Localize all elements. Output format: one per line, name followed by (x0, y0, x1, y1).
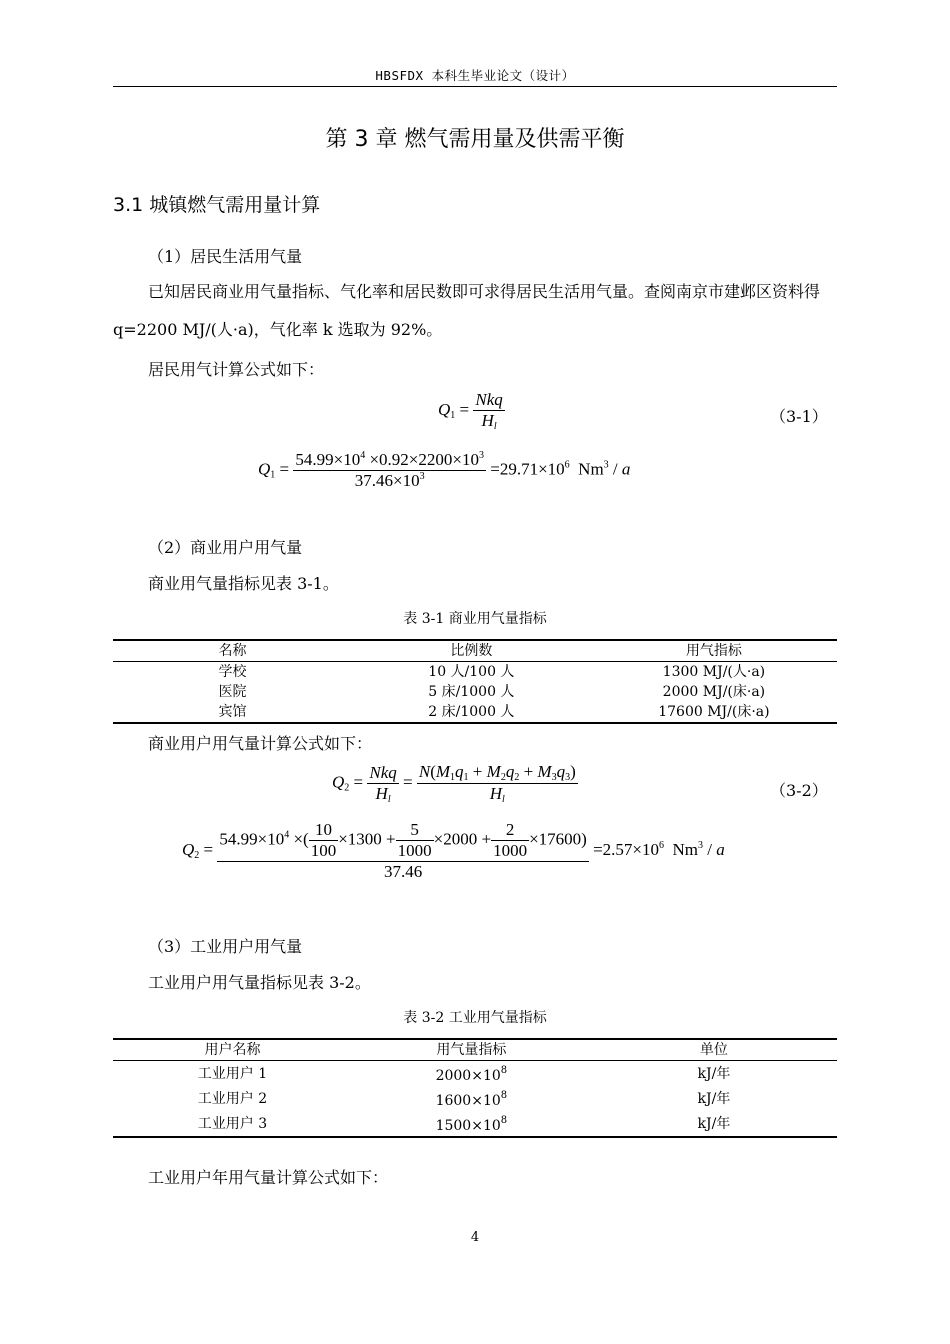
paragraph-residential-formula-intro: 居民用气计算公式如下： (148, 360, 325, 379)
table-header: 单位 (591, 1039, 837, 1061)
table-header: 用户名称 (113, 1039, 352, 1061)
equation-number-3-2: （3-2） (770, 781, 828, 800)
paragraph-industrial: 工业用户用气量指标见表 3-2。 (148, 973, 371, 992)
table-cell: kJ/年 (697, 1065, 731, 1082)
table-cell: 宾馆 (218, 704, 247, 720)
table-header: 名称 (113, 640, 352, 662)
table-row (113, 1061, 837, 1087)
table-row (113, 1086, 837, 1111)
paragraph-commercial: 商业用气量指标见表 3-1。 (148, 574, 339, 593)
table-row (113, 1111, 837, 1137)
table-cell: 工业用户 3 (197, 1115, 268, 1132)
table-cell: 2 床/1000 人 (428, 704, 515, 720)
table-cell: 5 床/1000 人 (428, 684, 515, 700)
table-cell: $1500\times 10^8$ (435, 1115, 508, 1134)
formula-3-2: $Q_2$ = $\frac{\text{Nkq}}{H_l}$ = $\frac{N(M_1q_1 + M_2q_2 + M_3q_3)}{H_l}$ (332, 762, 576, 805)
equation-number-3-1: （3-1） (770, 407, 828, 426)
table-header: 比例数 (352, 640, 591, 662)
table-cell: 医院 (218, 684, 247, 700)
page-number: 4 (470, 1230, 480, 1245)
table-3-1 (113, 639, 837, 724)
table-cell: 2000 MJ/(床·a) (662, 684, 766, 700)
formula-3-2-calc: $Q_2$ = $54.99\times 10^4$ ×( $\frac{10}{100}$ ×1300 + $\frac{5}{1000}$ ×2000 + $\frac{2}{1000}$ ×17600) 37.46 $=2.57\times 10^6$ Nm$^3$ / a (182, 820, 725, 881)
table-header: 用气量指标 (352, 1039, 591, 1061)
paragraph-commercial-formula-intro: 商业用户用气量计算公式如下： (148, 734, 373, 753)
table-3-2-caption: 表 3-2 工业用气量指标 (403, 1010, 547, 1026)
table-cell: 10 人/100 人 (428, 664, 515, 680)
table-cell: 工业用户 1 (197, 1065, 268, 1082)
table-cell: 1300 MJ/(人·a) (662, 664, 766, 680)
header-rule (113, 86, 837, 87)
paragraph-industrial-formula-intro: 工业用户年用气量计算公式如下： (148, 1168, 389, 1187)
table-3-2 (113, 1038, 837, 1138)
table-cell: $1600\times 10^8$ (435, 1090, 508, 1109)
formula-3-1-calc: $Q_1$ = $\frac{54.99\times 10^4 \times 0.92\times 2200\times 10^3}{37.46\times 10^3}$ $=29.71\times 10^6$ Nm$^3$ / a (258, 450, 631, 490)
subheading-residential: （1）居民生活用气量 (148, 247, 303, 266)
table-cell: 学校 (218, 664, 247, 680)
table-cell: 17600 MJ/(床·a) (658, 704, 770, 720)
formula-3-1: $Q_1$ = $\frac{\text{Nkq}}{H_l}$ (438, 390, 503, 432)
paragraph-residential: 已知居民商业用气量指标、气化率和居民数即可求得居民生活用气量。查阅南京市建邺区资料得 q=2200 MJ/(人·a)，气化率 k 选取为 92%。 (113, 282, 821, 339)
subheading-commercial: （2）商业用户用气量 (148, 538, 303, 557)
table-row (113, 682, 837, 702)
table-cell: kJ/年 (697, 1115, 731, 1132)
table-cell: kJ/年 (697, 1090, 731, 1107)
chapter-title: 第 3 章 燃气需用量及供需平衡 (325, 127, 625, 152)
table-header: 用气指标 (591, 640, 837, 662)
table-row (113, 662, 837, 683)
table-cell: $2000\times 10^8$ (435, 1065, 508, 1084)
section-title: 3.1 城镇燃气需用量计算 (113, 194, 321, 216)
table-3-1-caption: 表 3-1 商业用气量指标 (403, 611, 547, 627)
subheading-industrial: （3）工业用户用气量 (148, 937, 303, 956)
table-row (113, 702, 837, 723)
table-cell: 工业用户 2 (197, 1090, 268, 1107)
page-header: HBSFDX 本科生毕业论文（设计） (375, 68, 575, 83)
